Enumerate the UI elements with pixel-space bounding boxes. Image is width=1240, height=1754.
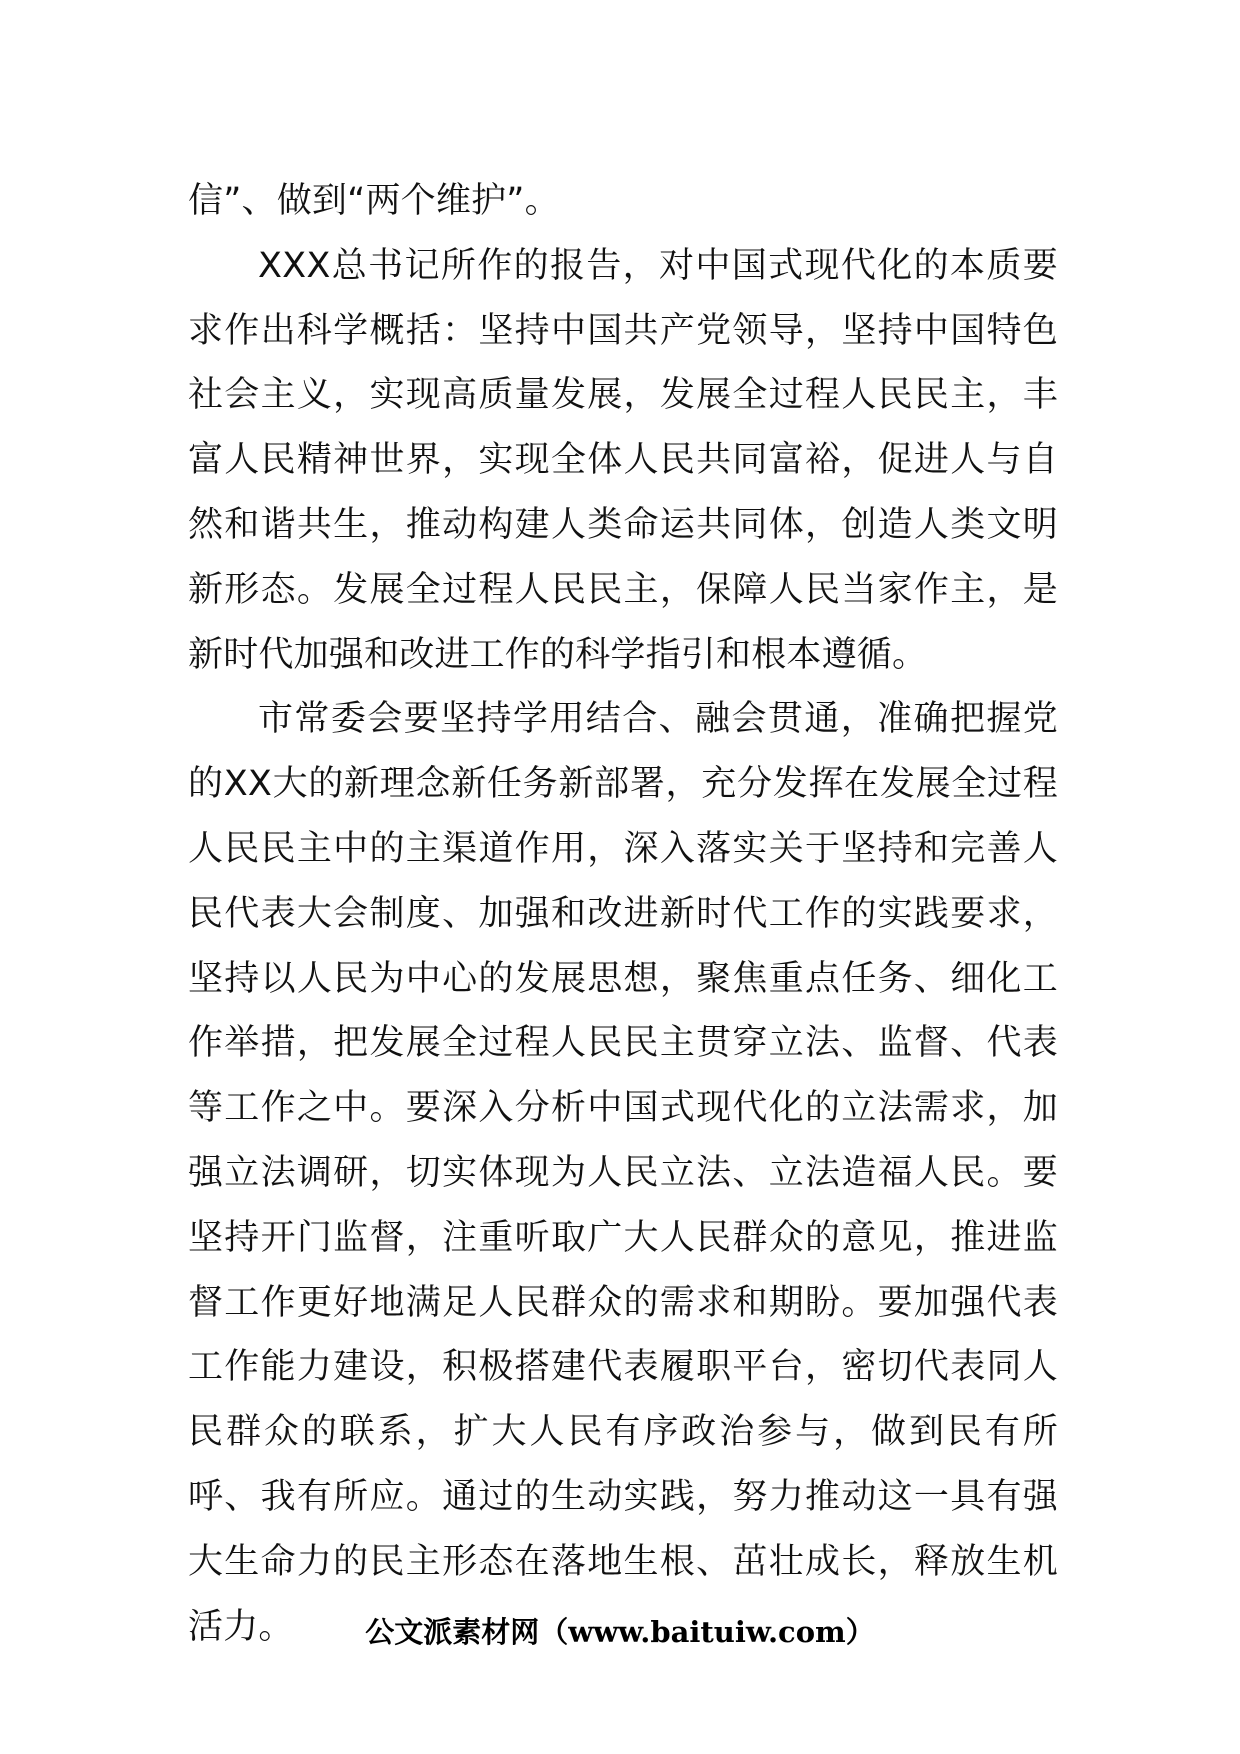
paragraph-continuation: 信”、做到“两个维护”。 xyxy=(188,181,560,221)
document-body xyxy=(188,169,1058,1659)
source-footer: 公文派素材网（www.baituiw.com） xyxy=(365,1615,875,1649)
paragraph-report-summary: XXX总书记所作的报告，对中国式现代化的本质要求作出科学概括：坚持中国共产党领导，坚持中国特色社会主义，实现高质量发展，发展全过程人民民主，丰富人民精神世界，实现全体人民共同富裕，促进人与自然和谐共生，推动构建人类命运共同体，创造人类文明新形态。发展全过程人民民主，保障人民当家作主，是新时代加强和改进工作的科学指引和根本遵循。 xyxy=(188,245,1058,675)
paragraph-committee-tasks: 市常委会要坚持学用结合、融会贯通，准确把握党的XX大的新理念新任务新部署，充分发挥在发展全过程人民民主中的主渠道作用，深入落实关于坚持和完善人民代表大会制度、加强和改进新时代工作的实践要求，坚持以人民为中心的发展思想，聚焦重点任务、细化工作举措，把发展全过程人民民主贯穿立法、监督、代表等工作之中。要深入分析中国式现代化的立法需求，加强立法调研，切实体现为人民立法、立法造福人民。要坚持开门监督，注重听取广大人民群众的意见，推进监督工作更好地满足人民群众的需求和期盼。要加强代表工作能力建设，积极搭建代表履职平台，密切代表同人民群众的联系，扩大人民有序政治参与，做到民有所呼、我有所应。通过的生动实践，努力推动这一具有强大生命力的民主形态在落地生根、茁壮成长，释放生机活力。 xyxy=(188,699,1058,1647)
